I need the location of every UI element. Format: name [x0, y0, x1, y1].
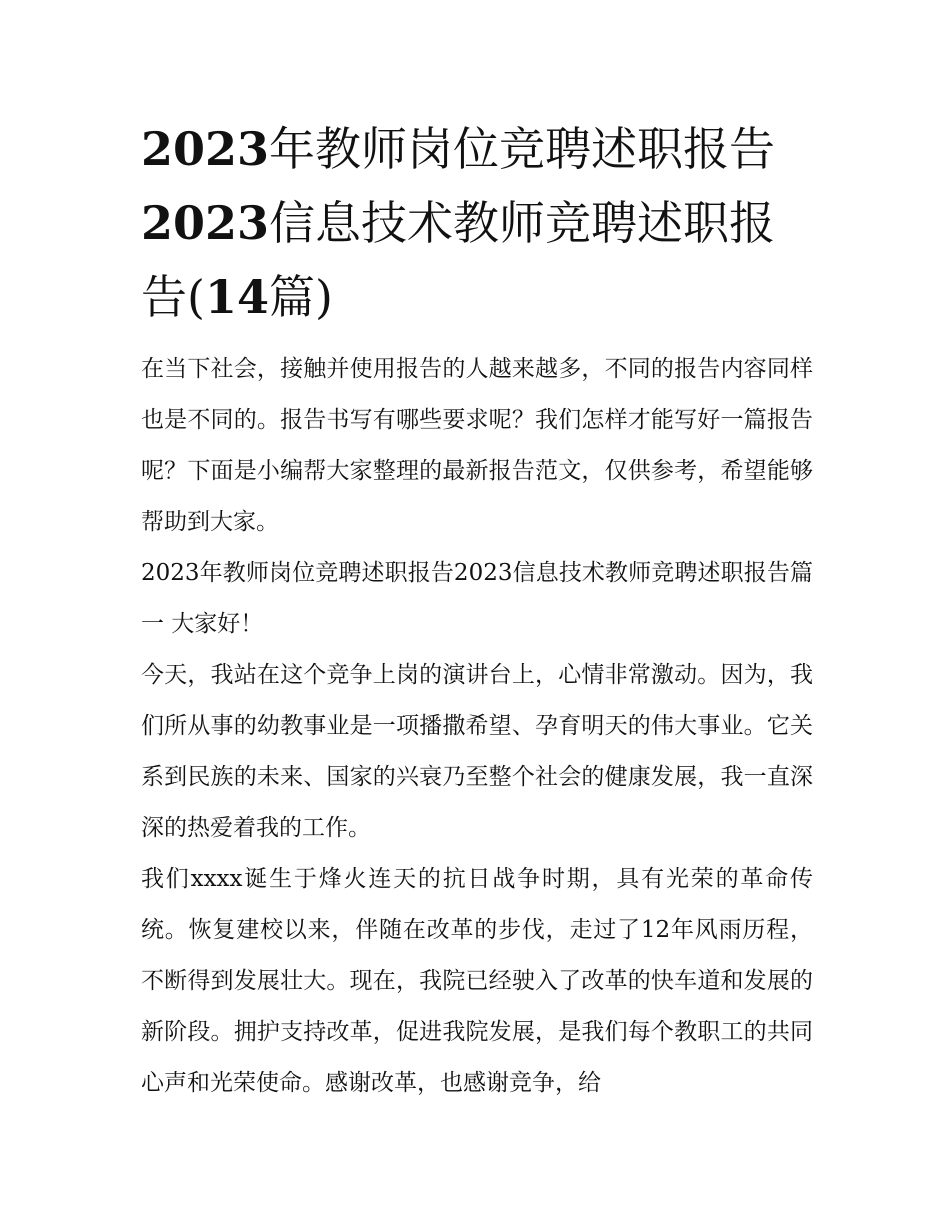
document-page	[141, 112, 813, 1109]
intro-paragraph: 在当下社会，接触并使用报告的人越来越多，不同的报告内容同样也是不同的。报告书写有哪些要求呢？我们怎样才能写好一篇报告呢？下面是小编帮大家整理的最新报告范文，仅供参考，希望能够帮助到大家。	[141, 356, 813, 535]
body-paragraph-1: 今天，我站在这个竞争上岗的演讲台上，心情非常激动。因为，我们所从事的幼教事业是一项播撒希望、孕育明天的伟大事业。它关系到民族的未来、国家的兴衰乃至整个社会的健康发展，我一直深深的热爱着我的工作。	[141, 662, 813, 841]
section-heading-paragraph: 2023年教师岗位竞聘述职报告2023信息技术教师竞聘述职报告篇一 大家好！	[141, 560, 813, 637]
document-body	[141, 344, 813, 1109]
title-number: 14	[204, 270, 269, 324]
body-paragraph-2: 我们xxxx诞生于烽火连天的抗日战争时期，具有光荣的革命传统。恢复建校以来，伴随在改革的步伐，走过了12年风雨历程，不断得到发展壮大。现在，我院已经驶入了改革的快车道和发展的新阶段。拥护支持改革，促进我院发展，是我们每个教职工的共同心声和光荣使命。感谢改革，也感谢竞争，给	[141, 866, 813, 1096]
document-title: 2023年教师岗位竞聘述职报告2023信息技术教师竞聘述职报告(14篇)	[141, 122, 776, 324]
title-number: 2023	[141, 196, 270, 250]
title-number: 2023	[141, 122, 270, 176]
